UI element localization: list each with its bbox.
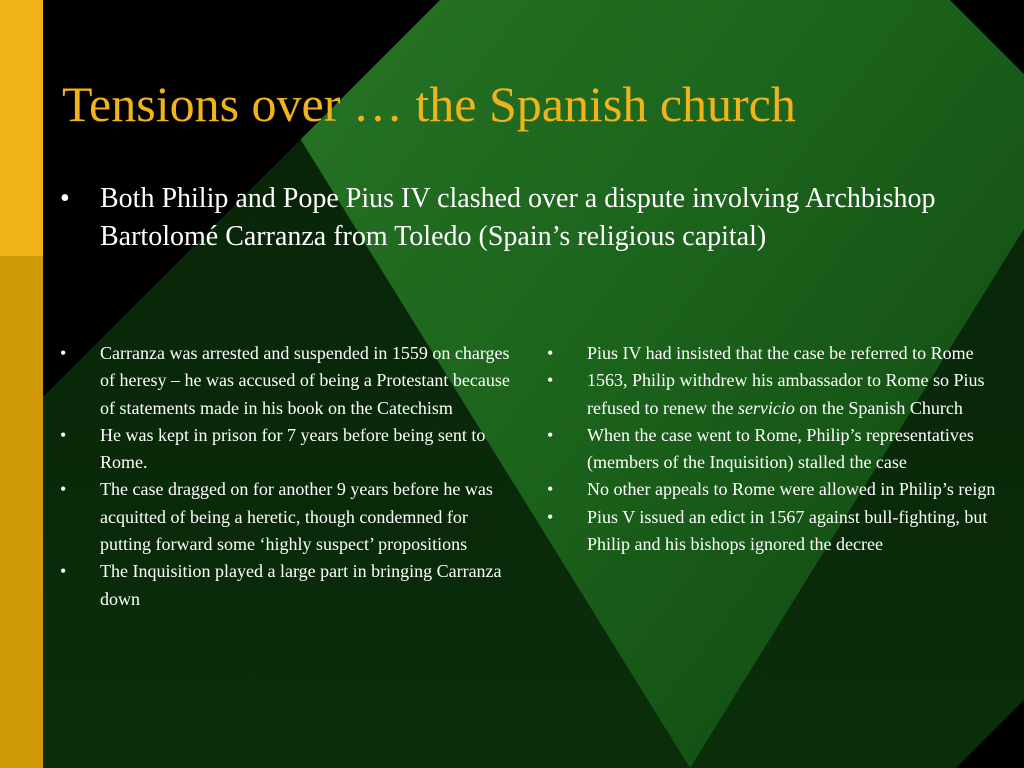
right-list-item (547, 367, 997, 422)
slide-title: Tensions over … the Spanish church (62, 76, 796, 132)
left-item-text: He was kept in prison for 7 years before being sent to Rome. (100, 424, 486, 473)
left-bar-yellow (0, 0, 43, 256)
left-item-text: The Inquisition played a large part in bringing Carranza down (100, 561, 502, 609)
left-list-item (60, 476, 515, 558)
left-bar-gold (0, 256, 43, 768)
bullet-marker: • (547, 424, 554, 445)
right-list-item (547, 504, 997, 559)
bullet-marker: • (60, 479, 67, 500)
bullet-marker: • (60, 561, 67, 582)
right-item-text: Pius V issued an edict in 1567 against bull-fighting, but Philip and his bishops ignored the decree (587, 506, 988, 555)
right-item-text-end: on the Spanish Church (794, 397, 963, 418)
main-bullet-item (60, 180, 995, 256)
bullet-marker: • (547, 370, 554, 391)
servicio-term: servicio (737, 397, 795, 418)
bullet-marker: • (547, 506, 554, 527)
right-item-text-start: 1563, Philip withdrew his ambassador to Rome so Pius refused to renew the (587, 370, 985, 418)
bullet-marker: • (547, 479, 554, 500)
left-list-item (60, 340, 515, 422)
left-list-item (60, 558, 515, 613)
bullet-marker: • (60, 183, 70, 214)
right-item-text: Pius IV had insisted that the case be referred to Rome (587, 343, 974, 363)
right-list-item (547, 476, 997, 503)
left-list-item (60, 422, 515, 477)
right-column-list (547, 340, 997, 558)
bullet-marker: • (547, 343, 554, 363)
right-list-item (547, 340, 997, 367)
left-item-text: Carranza was arrested and suspended in 1559 on charges of heresy – he was accused of being a Protestant because of statements made in his book on the Catechism (100, 343, 510, 418)
right-item-text: When the case went to Rome, Philip’s representatives (members of the Inquisition) stalled the case (587, 424, 974, 473)
left-column-list (60, 340, 515, 613)
main-bullet-text: Both Philip and Pope Pius IV clashed over a dispute involving Archbishop Bartolomé Carranza from Toledo (Spain’s religious capital) (100, 183, 936, 252)
bullet-marker: • (60, 343, 67, 363)
right-list-item (547, 422, 997, 477)
main-bullet-list (60, 180, 995, 256)
left-item-text: The case dragged on for another 9 years before he was acquitted of being a heretic, though condemned for putting forward some ‘highly suspect’ propositions (100, 479, 493, 555)
bullet-marker: • (60, 424, 67, 445)
right-item-text: No other appeals to Rome were allowed in Philip’s reign (587, 479, 996, 500)
